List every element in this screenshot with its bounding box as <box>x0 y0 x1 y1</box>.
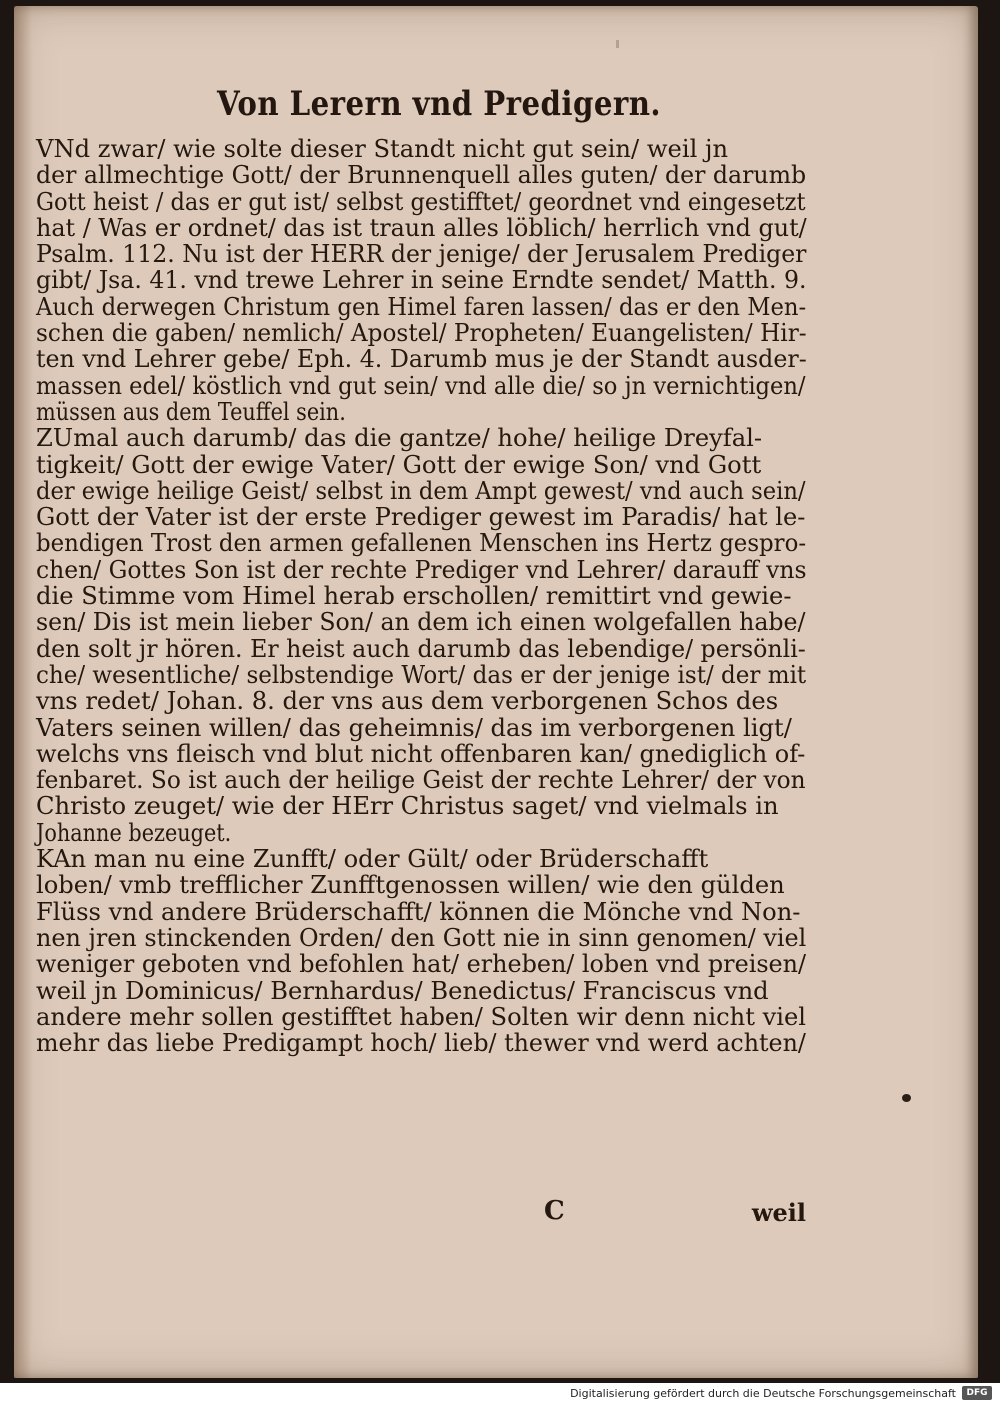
book-page <box>14 6 978 1378</box>
text-line: Vaters seinen willen/ das geheimnis/ das im verborgenen ligt/ <box>36 713 792 742</box>
text-line: Gott der Vater ist der erste Prediger gewest im Paradis/ hat le- <box>36 503 806 532</box>
text-line: mehr das liebe Predigampt hoch/ lieb/ thewer vnd werd achten/ <box>36 1029 806 1058</box>
text-line: müssen aus dem Teuffel sein. <box>36 397 346 426</box>
text-line: bendigen Trost den armen gefallenen Menschen ins Hertz gespro- <box>36 529 807 558</box>
text-line: nen jren stinckenden Orden/ den Gott nie in sinn genomen/ viel <box>36 923 807 952</box>
text-line: Johanne bezeuget. <box>36 818 232 847</box>
catchline <box>544 1196 806 1226</box>
text-line: loben/ vmb trefflicher Zunfftgenossen willen/ wie den gülden <box>36 871 785 900</box>
text-line: Flüss vnd andere Brüderschafft/ können die Mönche vnd Non- <box>36 897 801 926</box>
text-line: schen die gaben/ nemlich/ Apostel/ Propheten/ Euangelisten/ Hir- <box>36 319 807 348</box>
text-line: andere mehr sollen gestifftet haben/ Solten wir denn nicht viel <box>36 1002 806 1031</box>
text-line: VNd zwar/ wie solte dieser Standt nicht gut sein/ weil jn <box>36 135 729 163</box>
text-line: vns redet/ Johan. 8. der vns aus dem verborgenen Schos des <box>36 687 779 716</box>
text-line: sen/ Dis ist mein lieber Son/ an dem ich einen wolgefallen habe/ <box>36 608 806 637</box>
text-line: che/ wesentliche/ selbstendige Wort/ das er der jenige ist/ der mit <box>36 660 807 689</box>
text-line: Christo zeuget/ wie der HErr Christus saget/ vnd vielmals in <box>36 792 779 821</box>
text-line: weniger geboten vnd befohlen hat/ erheben/ loben vnd preisen/ <box>36 950 807 979</box>
text-line: gibt/ Jsa. 41. vnd trewe Lehrer in seine Erndte sendet/ Matth. 9. <box>36 266 807 295</box>
text-line: welchs vns fleisch vnd blut nicht offenbaren kan/ gnediglich of- <box>36 739 806 768</box>
ink-blot <box>902 1094 911 1102</box>
dfg-logo: DFG <box>962 1386 992 1400</box>
text-line: ZUmal auch darumb/ das die gantze/ hohe/ heilige Dreyfal- <box>36 424 763 453</box>
text-line: den solt jr hören. Er heist auch darumb das lebendige/ persönli- <box>36 634 806 663</box>
stain-mark <box>616 40 619 48</box>
text-line: massen edel/ köstlich vnd gut sein/ vnd alle die/ so jn vernichtigen/ <box>36 371 806 400</box>
text-line: Psalm. 112. Nu ist der HERR der jenige/ der Jerusalem Prediger <box>36 240 807 269</box>
funding-credit: Digitalisierung gefördert durch die Deutsche Forschungsgemeinschaft <box>570 1387 956 1400</box>
text-line: fenbaret. So ist auch der heilige Geist der rechte Lehrer/ der von <box>36 766 806 795</box>
text-line: der ewige heilige Geist/ selbst in dem Ampt gewest/ vnd auch sein/ <box>36 476 806 505</box>
text-line: tigkeit/ Gott der ewige Vater/ Gott der ewige Son/ vnd Gott <box>36 450 762 479</box>
text-line: chen/ Gottes Son ist der rechte Prediger vnd Lehrer/ darauff vns <box>36 555 807 584</box>
text-line: hat / Was er ordnet/ das ist traun alles löblich/ herrlich vnd gut/ <box>36 213 807 242</box>
text-line: der allmechtige Gott/ der Brunnenquell alles guten/ der darumb <box>36 161 807 190</box>
footer-bar <box>0 1383 1000 1405</box>
catchword: weil <box>751 1198 806 1227</box>
text-line: KAn man nu eine Zunfft/ oder Gült/ oder Brüderschafft <box>36 845 709 874</box>
running-head: Von Lerern vnd Predigern. <box>216 84 662 124</box>
text-line: Auch derwegen Christum gen Himel faren lassen/ das er den Men- <box>36 292 807 321</box>
text-line: weil jn Dominicus/ Bernhardus/ Benedictus/ Franciscus vnd <box>36 976 769 1005</box>
text-line: ten vnd Lehrer gebe/ Eph. 4. Darumb mus je der Standt ausder- <box>36 345 807 374</box>
text-line: Gott heist / das er gut ist/ selbst gestifftet/ geordnet vnd eingesetzt <box>36 187 806 216</box>
text-line: die Stimme vom Himel herab erschollen/ remittirt vnd gewie- <box>36 582 792 611</box>
body-text <box>36 136 806 1056</box>
signature-mark: C <box>544 1196 565 1226</box>
